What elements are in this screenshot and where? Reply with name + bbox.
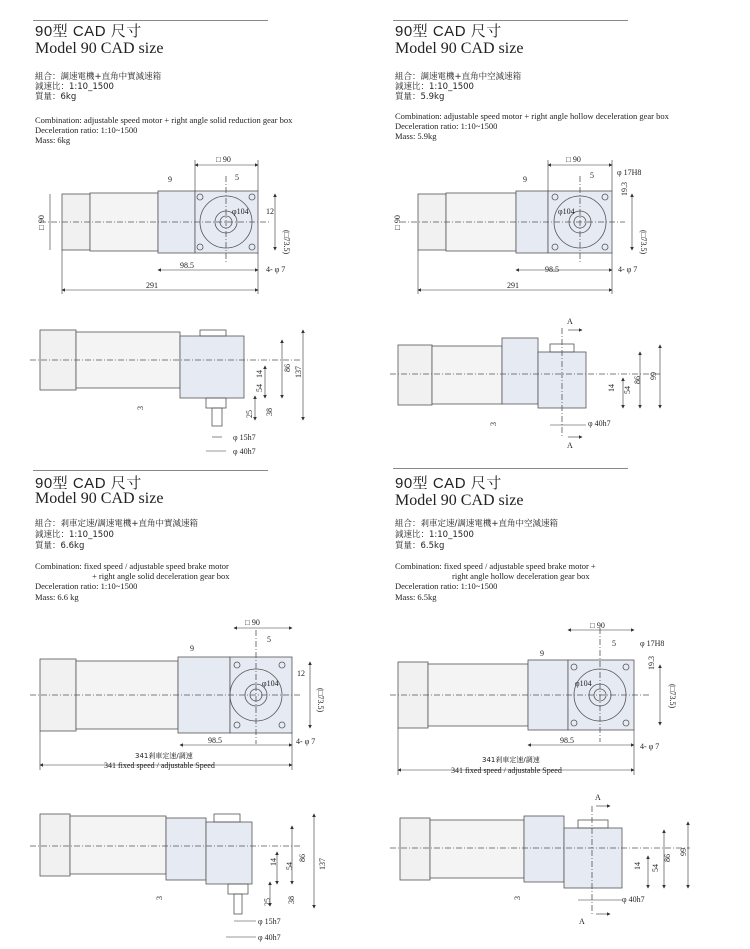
section3-spec-en-3: Mass: 6.6 kg <box>35 592 79 602</box>
s4-dim-9: 9 <box>540 649 544 658</box>
s4-dim-bore: φ 17H8 <box>640 639 665 648</box>
section4-spec-zh-2: 質量：6.5kg <box>395 541 445 551</box>
s1-dim-square: □ 90 <box>216 155 231 164</box>
s1-dim-flange: φ 40h7 <box>233 447 256 456</box>
s2-dim-h99: 99 <box>649 372 658 380</box>
s4-dim-5: 5 <box>612 639 616 648</box>
s3-dim-h137: 137 <box>318 858 327 870</box>
s1-dim-h25: 25 <box>245 410 254 418</box>
section3-spec-zh-2: 質量：6.6kg <box>35 541 85 551</box>
section1-spec-zh-0: 組合：調速電機+直角中實減速箱 <box>35 72 162 82</box>
s3-dim-985: 98.5 <box>208 736 222 745</box>
s3-dim-9: 9 <box>190 644 194 653</box>
section3-spec-zh-1: 減速比：1:10_1500 <box>35 530 114 540</box>
section4-title-en: Model 90 CAD size <box>395 492 524 509</box>
s1-dim-sq735: (□73.5) <box>282 230 291 255</box>
s1-dim-985: 98.5 <box>180 261 194 270</box>
s4-dim-holes: 4- φ 7 <box>640 742 660 751</box>
section1-spec-en-2: Mass: 6kg <box>35 135 71 145</box>
s4-section-a-top: A <box>595 793 601 802</box>
s4-top-view <box>390 628 650 742</box>
section2-spec-zh-1: 減速比：1:10_1500 <box>395 82 474 92</box>
section1-spec-en-0: Combination: adjustable speed motor + right angle solid reduction gear box <box>35 115 293 125</box>
section4-title-zh: 90型 CAD 尺寸 <box>395 475 502 492</box>
s1-dim-holes: 4- φ 7 <box>266 265 286 274</box>
section1-spec-zh-1: 減速比：1:10_1500 <box>35 82 114 92</box>
s4-dim-total-zh: 341剎車定速/調速 <box>482 756 540 764</box>
s4-dim-total-en: 341 fixed speed / adjustable Speed <box>451 766 562 775</box>
section2-title-en: Model 90 CAD size <box>395 40 524 57</box>
s2-section-a-top: A <box>567 317 573 326</box>
s4-section-a-bottom: A <box>579 917 585 926</box>
s3-dim-12: 12 <box>297 669 305 678</box>
s4-side-view <box>390 806 690 914</box>
section4-spec-zh-1: 減速比：1:10_1500 <box>395 530 474 540</box>
s3-dim-h38: 38 <box>287 896 296 904</box>
section4-spec-en-0: Combination: fixed speed / adjustable speed brake motor + <box>395 561 596 571</box>
section2-spec-en-0: Combination: adjustable speed motor + right angle hollow deceleration gear box <box>395 111 669 121</box>
section2-spec-en-2: Mass: 5.9kg <box>395 131 437 141</box>
section3-spec-zh-0: 組合：剎車定速/調速電機+直角中實減速箱 <box>35 519 198 529</box>
s4-dim-985: 98.5 <box>560 736 574 745</box>
s3-top-view <box>30 630 300 744</box>
s2-dim-193: 19.3 <box>620 182 629 196</box>
s2-dim-total: 291 <box>507 281 519 290</box>
s3-dim-sq735: (□73.5) <box>316 688 325 713</box>
s2-dim-985: 98.5 <box>545 265 559 274</box>
s3-dim-5: 5 <box>267 635 271 644</box>
s3-dim-pcd: φ104 <box>262 679 279 688</box>
s1-dim-12: 12 <box>266 207 274 216</box>
s1-dim-h137: 137 <box>294 366 303 378</box>
section3-title-en: Model 90 CAD size <box>35 490 164 507</box>
s2-dim-sq735: (□73.5) <box>639 230 648 255</box>
section3-title-zh: 90型 CAD 尺寸 <box>35 475 142 492</box>
s3-dim-square: □ 90 <box>245 618 260 627</box>
s3-dim-flange: φ 40h7 <box>258 933 281 942</box>
s2-dim-bore: φ 17H8 <box>617 168 642 177</box>
section4-spec-en-3: Mass: 6.5kg <box>395 592 437 602</box>
s1-dim-pcd: φ104 <box>232 207 249 216</box>
section2-spec-zh-2: 質量：5.9kg <box>395 92 445 102</box>
section2-title-zh: 90型 CAD 尺寸 <box>395 23 502 40</box>
section2-spec-en-1: Deceleration ratio: 1:10~1500 <box>395 121 498 131</box>
s3-side-view <box>30 814 300 914</box>
s2-dim-holes: 4- φ 7 <box>618 265 638 274</box>
s1-dim-h54: 54 <box>255 384 264 392</box>
s4-dim-sq735: (□73.5) <box>668 684 677 709</box>
s1-dim-h38: 38 <box>265 408 274 416</box>
s2-side-view <box>390 328 660 438</box>
s4-dim-h86: 86 <box>663 854 672 862</box>
s3-dim-shaft: φ 15h7 <box>258 917 281 926</box>
section1-title-zh: 90型 CAD 尺寸 <box>35 23 142 40</box>
s2-dim-h3: 3 <box>489 422 498 426</box>
s1-dim-total: 291 <box>146 281 158 290</box>
s2-dim-square: □ 90 <box>566 155 581 164</box>
s3-dim-total-zh: 341剎車定速/調速 <box>135 752 193 760</box>
s4-dim-pcd: φ104 <box>575 679 592 688</box>
s2-dim-9: 9 <box>523 175 527 184</box>
s4-dim-h3: 3 <box>513 896 522 900</box>
section4-spec-zh-0: 組合：剎車定速/調速電機+直角中空減速箱 <box>395 519 558 529</box>
section4-spec-en-2: Deceleration ratio: 1:10~1500 <box>395 581 498 591</box>
s2-dim-h86: 86 <box>633 376 642 384</box>
section1-spec-en-1: Deceleration ratio: 1:10~1500 <box>35 125 138 135</box>
s4-dim-h14: 14 <box>633 862 642 870</box>
s1-dim-h14: 14 <box>255 370 264 378</box>
s1-top-view <box>40 176 270 262</box>
s3-dim-h54: 54 <box>285 862 294 870</box>
s3-dim-h25: 25 <box>263 898 272 906</box>
s1-dim-shaft: φ 15h7 <box>233 433 256 442</box>
s2-dim-side90: □ 90 <box>393 215 402 230</box>
section3-spec-en-2: Deceleration ratio: 1:10~1500 <box>35 581 138 591</box>
section3-spec-en-0: Combination: fixed speed / adjustable speed brake motor <box>35 561 229 571</box>
s1-dim-side90: □ 90 <box>37 215 46 230</box>
s3-dim-total-en: 341 fixed speed / adjustable Speed <box>104 761 215 770</box>
s2-dim-h54: 54 <box>623 386 632 394</box>
section2-spec-zh-0: 組合：調速電機+直角中空減速箱 <box>395 72 522 82</box>
section1-spec-zh-2: 質量：6kg <box>35 92 77 102</box>
s4-dim-193: 19.3 <box>647 656 656 670</box>
s4-dim-h54: 54 <box>651 864 660 872</box>
s1-dim-5: 5 <box>235 173 239 182</box>
s2-dim-flange: φ 40h7 <box>588 419 611 428</box>
section1-title-en: Model 90 CAD size <box>35 40 164 57</box>
s2-top-view <box>400 176 625 262</box>
section4-spec-en-1: right angle hollow deceleration gear box <box>452 571 590 581</box>
s3-dim-h14: 14 <box>269 858 278 866</box>
s2-dim-h14: 14 <box>607 384 616 392</box>
s4-dim-h99: 99 <box>679 848 688 856</box>
s2-dim-5: 5 <box>590 171 594 180</box>
s3-dim-h86: 86 <box>298 854 307 862</box>
section3-spec-en-1: + right angle solid deceleration gear box <box>92 571 230 581</box>
s1-dim-h3: 3 <box>136 406 145 410</box>
s3-dim-holes: 4- φ 7 <box>296 737 316 746</box>
s4-dim-square: □ 90 <box>590 621 605 630</box>
s1-dim-h86: 86 <box>283 364 292 372</box>
s2-dim-pcd: φ104 <box>558 207 575 216</box>
s3-dim-h3: 3 <box>155 896 164 900</box>
s2-section-a-bottom: A <box>567 441 573 450</box>
s4-dim-flange: φ 40h7 <box>622 895 645 904</box>
s1-dim-9: 9 <box>168 175 172 184</box>
